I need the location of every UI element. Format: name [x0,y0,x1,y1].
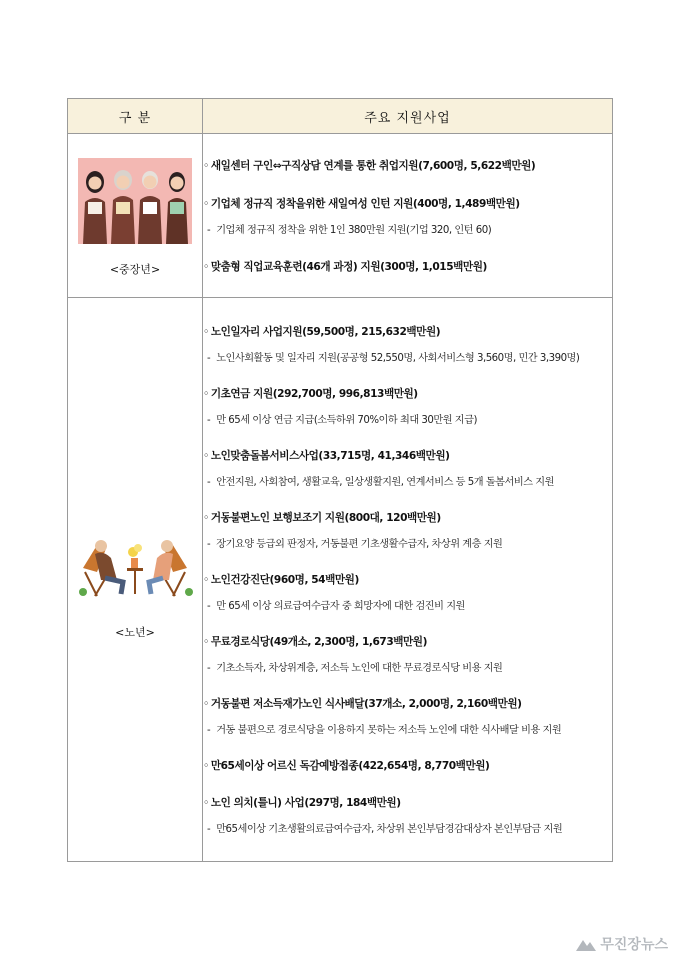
program-title: ◦ 맞춤형 직업교육훈련(46개 과정) 지원(300명, 1,015백만원) [203,261,487,273]
elderly-man [95,540,123,594]
list-item [203,448,612,488]
watermark [576,934,668,954]
program-title: ◦ 거동불편노인 보행보조기 지원(800대, 120백만원) [203,512,441,524]
program-detail: - 기초소득자, 차상위계층, 저소득 노인에 대한 무료경로식당 비용 지원 [207,663,503,674]
mountain-logo-icon [576,937,596,951]
table-row [68,298,613,862]
program-title: ◦ 거동불편 저소득재가노인 식사배달(37개소, 2,000명, 2,160백만원) [203,698,522,710]
program-detail: - 기업체 정규직 정착을 위한 1인 380만원 지원(기업 320, 인턴 60) [207,225,492,236]
list-item [203,196,612,236]
middle-aged-women-illustration [78,158,192,244]
program-title: ◦ 기초연금 지원(292,700명, 996,813백만원) [203,388,418,400]
program-detail: - 만 65세 이상 의료급여수급자 중 희망자에 대한 검진비 지원 [207,601,465,612]
header-category: 구 분 [68,99,203,134]
category-label-middle-aged: <중장년> [109,263,161,276]
list-item [203,696,612,736]
category-cell-middle-aged [68,134,203,298]
woman-figure-4 [166,172,188,244]
watermark-text: 무진장뉴스 [600,937,668,953]
list-item [203,795,612,835]
table-row [68,134,613,298]
program-detail: - 만65세이상 기초생활의료급여수급자, 차상위 본인부담경감대상자 본인부담금 지원 [207,824,563,835]
program-title: ◦ 노인일자리 사업지원(59,500명, 215,632백만원) [203,326,441,338]
program-title: ◦ 무료경로식당(49개소, 2,300명, 1,673백만원) [203,636,427,648]
program-title: ◦ 기업체 정규직 정착을위한 새일여성 인턴 지원(400명, 1,489백만원) [203,198,520,210]
program-title: ◦ 노인 의치(틀니) 사업(297명, 184백만원) [203,797,401,809]
programs-cell-middle-aged [203,134,613,298]
woman-figure-1 [83,171,107,244]
elderly-couple-illustration [77,528,193,600]
list-item [203,758,612,773]
program-table [67,98,613,862]
list-item [203,510,612,550]
category-cell-elderly [68,298,203,862]
program-title: ◦ 새일센터 구인⇔구직상담 연계를 통한 취업지원(7,600명, 5,622백만원) [203,160,536,172]
woman-figure-2 [111,170,135,244]
program-detail: - 안전지원, 사회참여, 생활교육, 일상생활지원, 연계서비스 등 5개 돌봄서비스 지원 [207,477,554,488]
list-item [203,634,612,674]
program-title: ◦ 만65세이상 어르신 독감예방접종(422,654명, 8,770백만원) [203,760,490,772]
list-item [203,572,612,612]
program-detail: - 거동 불편으로 경로식당을 이용하지 못하는 저소득 노인에 대한 식사배달 비용 지원 [207,725,562,736]
program-detail: - 만 65세 이상 연금 지급(소득하위 70%이하 최대 30만원 지급) [207,415,477,426]
table-with-flowers [127,544,143,594]
table-header-row [68,99,613,134]
program-title: ◦ 노인건강진단(960명, 54백만원) [203,574,359,586]
list-item [203,259,612,274]
category-label-elderly: <노년> [115,625,155,639]
programs-cell-elderly [203,298,613,862]
list-item [203,158,612,173]
program-detail: - 장기요양 등급외 판정자, 거동불편 기초생활수급자, 차상위 계층 지원 [207,539,503,550]
list-item [203,324,612,364]
list-item [203,386,612,426]
header-programs: 주요 지원사업 [203,99,613,134]
program-title: ◦ 노인맞춤돌봄서비스사업(33,715명, 41,346백만원) [203,450,450,462]
program-detail: - 노인사회활동 및 일자리 지원(공공형 52,550명, 사회서비스형 3,560명, 민간 3,390명) [207,353,580,364]
